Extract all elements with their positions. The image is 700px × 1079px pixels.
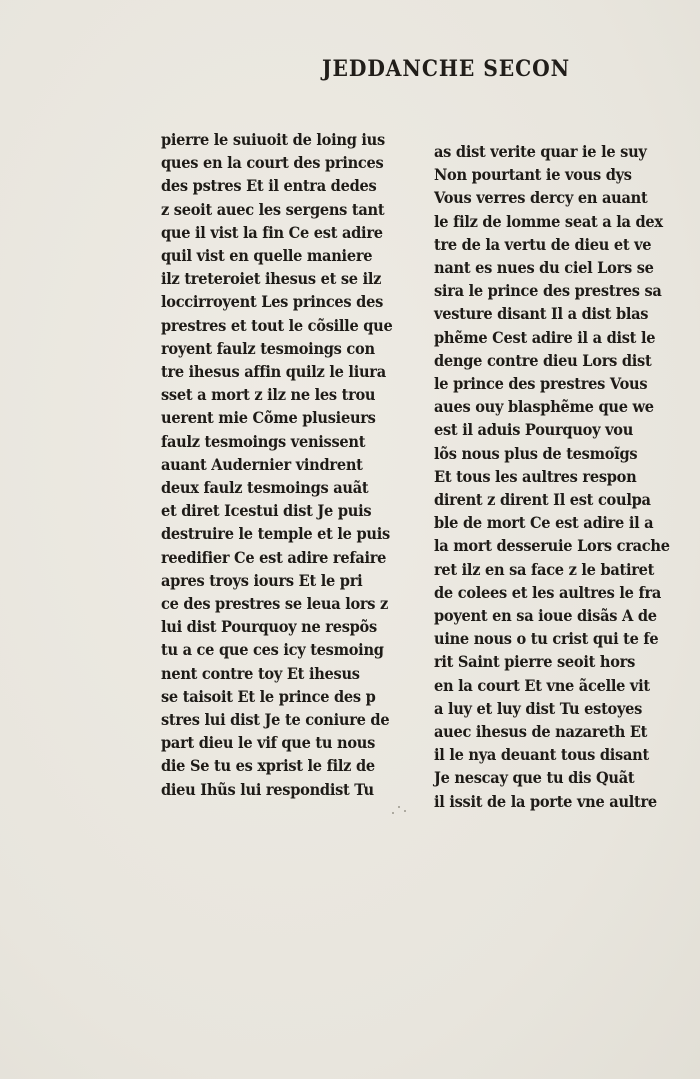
text-line: deux faulz tesmoings auãt xyxy=(161,478,369,498)
text-line: sira le prince des prestres sa xyxy=(434,281,662,301)
text-line: as dist verite quar ie le suy xyxy=(434,142,647,161)
text-line: z seoit auec les sergens tant xyxy=(161,199,385,219)
paper-speck xyxy=(392,812,394,814)
text-line: des pstres Et il entra dedes xyxy=(161,176,377,196)
text-line: uine nous o tu crist qui te fe xyxy=(434,629,659,649)
text-line: le filz de lomme seat a la dex xyxy=(434,211,663,231)
text-line: part dieu le vif que tu nous xyxy=(161,733,376,753)
text-line: lõs nous plus de tesmoĩgs xyxy=(434,443,638,463)
text-line: il issit de la porte vne aultre xyxy=(434,791,657,811)
running-head: JEDDANCHE SECON xyxy=(322,56,571,82)
text-line: il le nya deuant tous disant xyxy=(434,745,649,765)
text-line: Et tous les aultres respon xyxy=(434,466,637,486)
text-line: le prince des prestres Vous xyxy=(434,374,648,394)
text-line: de colees et les aultres le fra xyxy=(434,582,662,602)
text-line: auant Audernier vindrent xyxy=(161,454,363,474)
text-line: et diret Icestui dist Je puis xyxy=(161,501,372,521)
text-line: dieu Ihũs lui respondist Tu xyxy=(161,779,374,799)
text-line: ble de mort Ce est adire il a xyxy=(434,513,654,533)
text-line: poyent en sa ioue disãs A de xyxy=(434,606,657,626)
text-line: tre de la vertu de dieu et ve xyxy=(434,234,652,254)
text-line: se taisoit Et le prince des p xyxy=(161,686,376,706)
text-line: destruire le temple et le puis xyxy=(161,524,390,544)
text-line: aues ouy blasphẽme que we xyxy=(434,397,654,417)
paper-speck xyxy=(404,810,406,812)
text-line: uerent mie Cõme plusieurs xyxy=(161,408,376,428)
paper-speck xyxy=(398,806,400,808)
text-line: faulz tesmoings venissent xyxy=(161,431,366,451)
text-line: est il aduis Pourquoy vou xyxy=(434,420,634,440)
text-line: nant es nues du ciel Lors se xyxy=(434,258,654,278)
text-line: nent contre toy Et ihesus xyxy=(161,663,360,683)
text-line: ce des prestres se leua lors z xyxy=(161,594,389,614)
text-line: Vous verres dercy en auant xyxy=(434,188,648,208)
text-line: en la court Et vne ãcelle vit xyxy=(434,675,650,695)
text-line: ret ilz en sa face z le batiret xyxy=(434,559,655,579)
text-line: phẽme Cest adire il a dist le xyxy=(434,327,656,347)
text-line: rit Saint pierre seoit hors xyxy=(434,652,636,672)
text-line: denge contre dieu Lors dist xyxy=(434,350,652,370)
text-line: reedifier Ce est adire refaire xyxy=(161,547,387,567)
text-line: prestres et tout le cõsille que xyxy=(161,315,393,335)
text-line: lui dist Pourquoy ne respõs xyxy=(161,617,377,637)
text-line: vesture disant Il a dist blas xyxy=(434,304,649,324)
text-line: apres troys iours Et le pri xyxy=(161,570,363,590)
text-column-right xyxy=(434,140,669,813)
text-line: Je nescay que tu dis Quãt xyxy=(434,768,635,788)
text-line: ilz treteroiet ihesus et se ilz xyxy=(161,269,382,289)
text-line: a luy et luy dist Tu estoyes xyxy=(434,698,643,718)
text-line: die Se tu es xprist le filz de xyxy=(161,756,375,776)
text-line: stres lui dist Je te coniure de xyxy=(161,710,390,730)
text-line: pierre le suiuoit de loing ius xyxy=(161,130,385,149)
text-line: la mort desseruie Lors crache xyxy=(434,536,670,556)
text-line: royent faulz tesmoings con xyxy=(161,338,375,358)
text-line: loccirroyent Les princes des xyxy=(161,292,384,312)
text-line: auec ihesus de nazareth Et xyxy=(434,722,648,742)
text-line: dirent z dirent Il est coulpa xyxy=(434,490,651,510)
text-line: tre ihesus affin quilz le liura xyxy=(161,362,386,382)
text-line: quil vist en quelle maniere xyxy=(161,246,373,266)
text-line: tu a ce que ces icy tesmoing xyxy=(161,640,384,660)
text-line: que il vist la fin Ce est adire xyxy=(161,222,383,242)
text-line: Non pourtant ie vous dys xyxy=(434,165,632,185)
text-line: sset a mort z ilz ne les trou xyxy=(161,385,376,405)
text-column-left xyxy=(161,128,401,801)
text-line: ques en la court des princes xyxy=(161,153,384,173)
